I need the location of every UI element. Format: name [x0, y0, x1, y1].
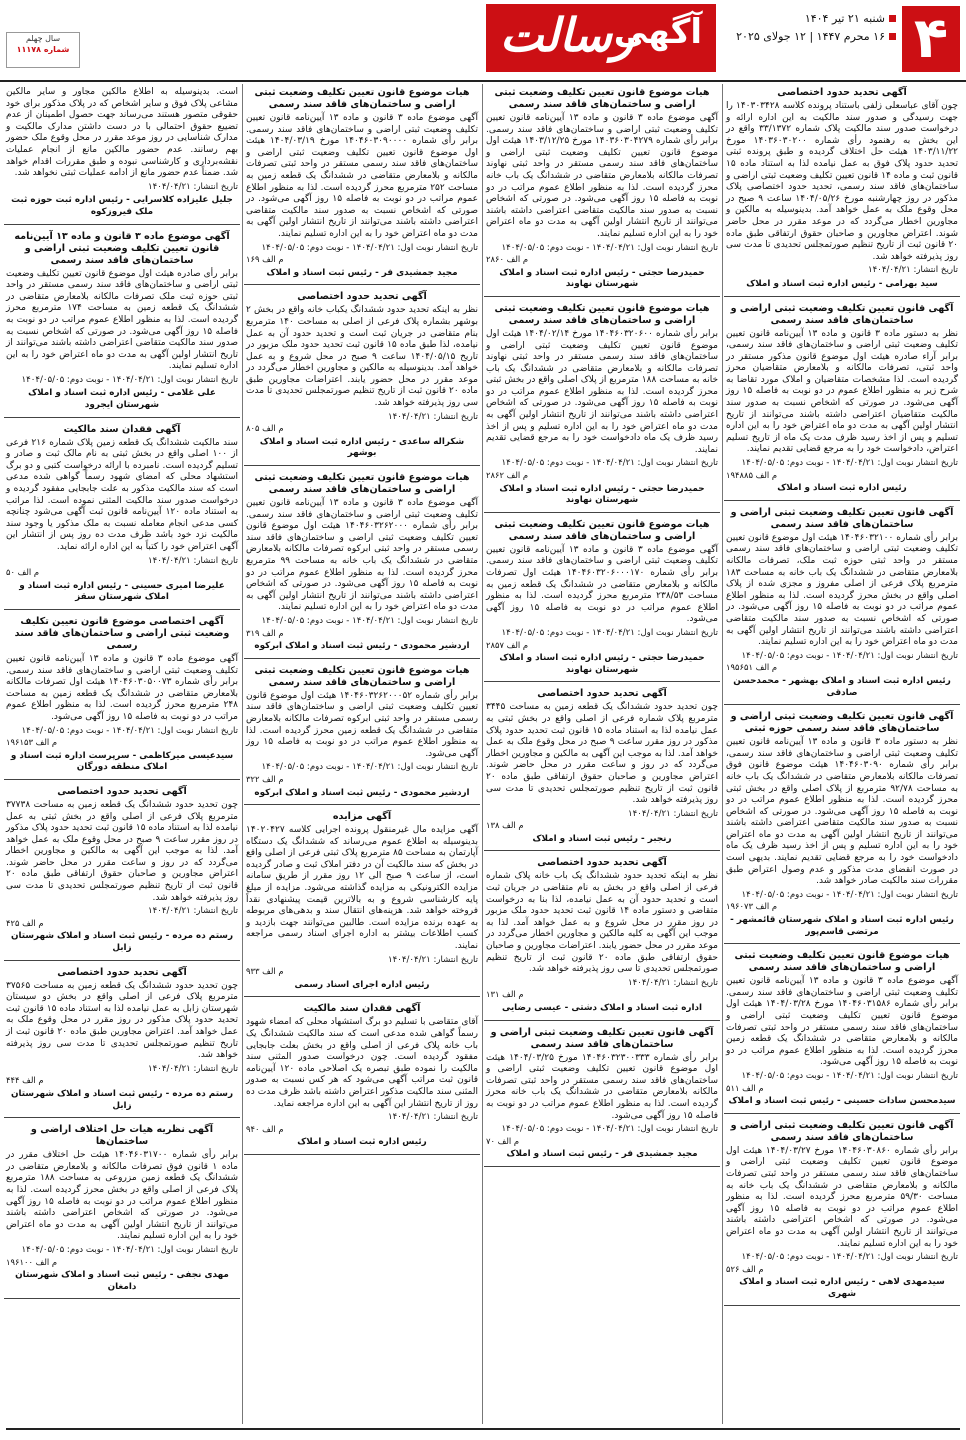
- notice-title: آگهی تحدید حدود اختصاصی: [297, 291, 427, 303]
- notice-body: آگهی مزایده مال غیرمنقول پرونده اجرایی کلاسه ۱۴۰۲۰۴۲۷ بدینوسیله به اطلاع عموم می‌رساند که ششدانگ یک دستگاه آپارتمان به مساحت ۸۵ مترمربع پلاک ثبتی فرعی از اصلی واقع در بخش که سند مالکیت آن در دفتر املاک ثبت و صادر گردیده است، از ساعت ۹ صبح الی ۱۲ روز مقرر از طریق سامانه مزایده الکترونیکی به مزایده گذاشته می‌شود. مزایده از مبلغ پایه کارشناسی شروع و به بالاترین قیمت پیشنهادی نقداً فروخته خواهد شد. هزینه‌های انتقال سند و بدهی‌های مربوطه به عهده برنده مزایده است. طالبین می‌توانند جهت بازدید و کسب اطلاعات بیشتر به اداره اجرای اسناد رسمی مراجعه نمایند.: [246, 825, 478, 952]
- notice-title: آگهی فقدان سند مالکیت: [63, 423, 181, 435]
- notice-body: برابر رأی شماره ۱۴۰۴۶۰۳۲۳۰۰۳۳۳ مورخ ۱۴۰۴/۰۳/۲۵ هیئت اول موضوع قانون تعیین تکلیف وضعیت ثبتی اراضی و ساختمان‌های فاقد سند رسمی مستقر در واحد ثبتی تصرفات مالکانه بلامعارض متقاضی در ششدانگ یک باب خانه محرز گردیده است. لذا به منظور اطلاع عموم مراتب در دو نوبت به فاصله ۱۵ روز آگهی می‌شود.: [486, 1052, 718, 1121]
- notice-reference: م الف ۱۳۸: [486, 820, 524, 831]
- notice-title: هیات موضوع قانون تعیین تکلیف وضعیت ثبتی اراضی و ساختمان‌های فاقد سند رسمی: [494, 302, 710, 326]
- legal-notice: [4, 1121, 240, 1299]
- legal-notice: [244, 808, 480, 997]
- notice-signature: حمیدرضا حجتی - رئیس اداره ثبت اسناد و املاک شهرستان نهاوند: [499, 483, 705, 506]
- legal-notice: [244, 84, 480, 285]
- notice-signature: اردشیر محمودی - رئیس ثبت اسناد و املاک ابرکوه: [254, 641, 470, 652]
- notice-title: هیات موضوع قانون تعیین تکلیف وضعیت ثبتی اراضی و ساختمان‌های فاقد سند رسمی: [494, 518, 710, 542]
- legal-notice: [4, 421, 240, 610]
- notice-signature: اداره ثبت اسناد و املاک دشتی - عیسی رضایی: [501, 1003, 703, 1013]
- notice-body: برابر رأی صادره هیئت اول موضوع قانون تعیین تکلیف وضعیت ثبتی اراضی و ساختمان‌های فاقد سند رسمی مستقر در واحد ثبتی حوزه ثبت ملک تصرفات مالکانه بلامعارض متقاضی در ششدانگ یک قطعه زمین به مساحت ۱۷۴ مترمربع محرز گردیده است. لذا به منظور اطلاع عموم مراتب در دو نوبت به فاصله ۱۵ روز آگهی می‌شود. در صورتی که اشخاص نسبت به صدور سند مالکیت متقاضی اعتراضی داشته باشند می‌توانند از تاریخ انتشار اولین آگهی به مدت دو ماه اعتراض خود را به این اداره تسلیم نمایند.: [6, 268, 238, 372]
- notice-signature: شکراله ساعدی - رئیس اداره ثبت اسناد و املاک بوشهر: [259, 436, 465, 459]
- notice-date: تاریخ انتشار: ۱۴۰۴/۰۴/۲۱: [628, 808, 718, 819]
- notice-signature: حمیدرضا حجتی - رئیس اداره ثبت اسناد و املاک شهرستان نهاوند: [499, 267, 705, 290]
- notice-reference: م الف ۵۲۶: [726, 1263, 764, 1274]
- notice-body: آگهی موضوع ماده ۳ قانون و ماده ۱۳ آیین‌نامه قانون تعیین تکلیف وضعیت ثبتی اراضی و ساختمان‌های فاقد سند رسمی. برابر رأی شماره ۱۴۰۴۶۰۳۰۹۰۰۰۰ مورخ ۱۴۰۴/۰۳/۱۹ هیئت اول موضوع قانون تعیین تکلیف وضعیت ثبتی اراضی و ساختمان‌های فاقد سند رسمی مستقر در واحد ثبتی تصرفات مالکانه و بلامعارض متقاضی در ششدانگ یک قطعه زمین به مساحت ۲۵۲ مترمربع محرز گردیده است. لذا به منظور اطلاع عموم مراتب در دو نوبت به فاصله ۱۵ روز آگهی می‌شود. در صورتی که اشخاص نسبت به صدور سند مالکیت متقاضی اعتراضی داشته باشند می‌توانند از تاریخ انتشار اولین آگهی به مدت دو ماه اعتراض خود را به این اداره تسلیم نمایند.: [246, 113, 479, 239]
- notice-title: آگهی تحدید حدود اختصاصی: [537, 688, 667, 700]
- notice-date: تاریخ انتشار: ۱۴۰۴/۰۴/۲۱: [628, 977, 718, 988]
- notice-title: آگهی اختصاصی موضوع قانون تعیین تکلیف وضعیت ثبتی اراضی و ساختمان‌های فاقد سند رسمی: [14, 615, 230, 651]
- notice-reference: م الف ۵۰: [6, 567, 40, 578]
- legal-notice: [484, 854, 720, 1020]
- notice-reference: م الف ۳۱۹: [246, 627, 284, 638]
- notice-signature: رنجبر - رئیس ثبت اسناد و املاک: [532, 833, 672, 844]
- legal-notice: [724, 504, 960, 705]
- notice-date: تاریخ انتشار: ۱۴۰۴/۰۴/۲۱: [148, 181, 238, 192]
- legal-notice: [484, 84, 720, 297]
- notice-title: هیات موضوع قانون تعیین تکلیف وضعیت ثبتی اراضی و ساختمان‌های فاقد سند رسمی: [254, 472, 470, 496]
- notice-body: چون آقای عباسعلی زلفی باستناد پرونده کلاسه ۱۴۰۳۰۳۴۲۸ را جهت رسیدگی و صدور سند مالکیت به این اداره ارائه و درخواست صدور سند مالکیت پلاک شماره ۳۳/۱۳۷۲ واقع در این بخش به رهنمود رأی شماره ۱۴۰۳۶۰۳۰۲۰۰ مورخ ۱۴۰۳/۱۱/۲۲ هیئت حل اختلاف گردیده و طبق پرونده ثبتی تحدید حدود پلاک فوق به عمل نیامده لذا به استناد ماده ۱۵ قانون ثبت و ماده ۱۴ قانون تعیین تکلیف وضعیت ثبتی اراضی و ساختمان‌های فاقد سند رسمی، تحدید حدود اختصاصی پلاک مذکور در روز چهارشنبه مورخ ۱۴۰۴/۰۵/۲۶ ساعت ۹ صبح در محل وقوع ملک به عمل خواهد آمد. بدینوسیله به مالکین و مجاورین اخطار می‌گردد که در موعد مقرر در محل حاضر شوند. اعتراض مجاورین و صاحبان حقوق ارتفاقی طبق ماده ۲۰ قانون ثبت از تاریخ تنظیم صورتمجلس تحدیدی تا مدت سی روز پذیرفته خواهد شد.: [726, 101, 959, 262]
- notice-title: آگهی موضوع ماده ۳ قانون و ماده ۱۳ آیین‌نامه قانون تعیین تکلیف وضعیت ثبتی اراضی و ساختمان‌های فاقد سند رسمی: [14, 230, 230, 266]
- legal-notice: [4, 964, 240, 1119]
- notice-title: آگهی قانون تعیین تکلیف وضعیت ثبتی اراضی و ساختمان‌های فاقد سند رسمی: [490, 1026, 714, 1050]
- legal-notice: [4, 84, 240, 225]
- column-1: [724, 84, 960, 1424]
- legal-notice: [724, 947, 960, 1114]
- notice-reference: م الف ۱۹۶۱۵۳: [6, 737, 58, 748]
- year-label: سال چهلم: [25, 34, 61, 43]
- notice-body: آگهی موضوع ماده ۳ قانون و ماده ۱۳ آیین‌نامه قانون تعیین تکلیف وضعیت ثبتی اراضی و ساختمان‌های فاقد سند رسمی. برابر رأی شماره ۱۴۰۴۶۰۳۰۵۰۰۷۳ هیئت اول تصرفات مالکانه بلامعارض متقاضی در ششدانگ یک قطعه زمین به مساحت ۲۴۸ مترمربع محرز گردیده است. لذا به منظور اطلاع عموم مراتب در دو نوبت به فاصله ۱۵ روز آگهی می‌شود.: [6, 653, 239, 722]
- notice-date: تاریخ انتشار: ۱۴۰۴/۰۴/۲۱: [868, 265, 958, 276]
- date-line-2: ۱۶ محرم ۱۴۴۷ | ۱۲ جولای ۲۰۲۵: [736, 28, 896, 46]
- notice-body: آگهی موضوع ماده ۳ قانون و ماده ۱۳ آیین‌نامه قانون تعیین تکلیف وضعیت ثبتی اراضی و ساختمان‌های فاقد سند رسمی. برابر رأی شماره ۱۴۰۳۶۰۳۰۴۲۷۹ مورخ ۱۴۰۳/۱۲/۲۵ هیئت اول موضوع قانون تعیین تکلیف وضعیت ثبتی اراضی و ساختمان‌های فاقد سند رسمی مستقر در واحد ثبتی نهاوند تصرفات مالکانه بلامعارض متقاضی در ششدانگ یک باب خانه محرز گردیده است. لذا به منظور اطلاع عموم مراتب در دو نوبت به فاصله ۱۵ روز آگهی می‌شود. در صورتی که اشخاص نسبت به صدور سند مالکیت متقاضی اعتراضی داشته باشند می‌توانند از تاریخ انتشار اولین آگهی به مدت دو ماه اعتراض خود را به این اداره تسلیم نمایند.: [486, 113, 719, 239]
- notice-title: آگهی قانون تعیین تکلیف وضعیت ثبتی اراضی و ساختمان‌های فاقد سند رسمی: [730, 1119, 954, 1143]
- notice-body: چون تحدید حدود ششدانگ یک قطعه زمین به مساحت ۳۴۴۵ مترمربع پلاک شماره فرعی از اصلی واقع در بخش ثبتی به عمل نیامده لذا به استناد ماده ۱۵ قانون ثبت تحدید حدود پلاک مذکور در روز مقرر ساعت ۹ صبح در محل وقوع ملک به عمل خواهد آمد. لذا به موجب این آگهی به مالکین و مجاورین اخطار می‌گردد که در روز و ساعت مقرر در محل حاضر شوند. اعتراض مجاورین و صاحبان حقوق ارتفاقی طبق ماده ۲۰ قانون ثبت از تاریخ تنظیم صورتمجلس تحدیدی تا مدت سی روز پذیرفته خواهد شد.: [486, 702, 718, 806]
- notice-signature: رئیس اداره ثبت اسناد و املاک بهشهر - محمدحسن صادقی: [733, 675, 951, 698]
- notice-title: آگهی تحدید حدود اختصاصی: [57, 966, 187, 978]
- notice-signature: مجید جمشیدی فر - رئیس ثبت اسناد و املاک: [506, 1149, 698, 1160]
- column-divider: [482, 84, 483, 1424]
- notice-date: تاریخ انتشار نوبت اول: ۱۴۰۴/۰۴/۲۱ - نوبت دوم: ۱۴۰۴/۰۵/۰۵: [261, 615, 478, 626]
- legal-notice: [484, 1024, 720, 1167]
- footer-rule: [6, 1428, 960, 1430]
- notice-title: هیات موضوع قانون تعیین تکلیف وضعیت ثبتی اراضی و ساختمان‌های فاقد سند رسمی: [254, 664, 470, 688]
- notice-date: تاریخ انتشار نوبت اول: ۱۴۰۴/۰۴/۲۱ - نوبت دوم: ۱۴۰۴/۰۵/۰۵: [261, 762, 478, 773]
- issue-box: [6, 32, 80, 68]
- notice-title: هیات موضوع قانون تعیین تکلیف وضعیت ثبتی اراضی و ساختمان‌های فاقد سند رسمی: [254, 87, 470, 110]
- notice-date: تاریخ انتشار: ۱۴۰۴/۰۴/۲۱: [148, 555, 238, 566]
- notice-title: آگهی قانون تعیین تکلیف وضعیت ثبتی اراضی و ساختمان‌های فاقد سند رسمی: [730, 506, 954, 530]
- notice-reference: م الف ۲۸۶۰: [486, 254, 529, 265]
- notice-signature: رئیس اداره ثبت اسناد و املاک: [297, 1137, 427, 1148]
- notice-body: چون تحدید حدود ششدانگ یک قطعه زمین به مساحت ۳۷۷۳۸ مترمربع پلاک فرعی از اصلی واقع در بخش ثبتی به عمل نیامده لذا به استناد ماده ۱۵ قانون ثبت تحدید حدود پلاک مذکور در روز مقرر ساعت ۹ صبح در محل وقوع ملک به عمل خواهد آمد. لذا به موجب این آگهی به مالکین و مجاورین اخطار می‌گردد که در روز و ساعت مقرر در محل حاضر شوند. اعتراض مجاورین و صاحبان حقوق ارتفاقی طبق ماده ۲۰ قانون ثبت از تاریخ تنظیم صورتمجلس تحدیدی تا مدت سی روز پذیرفته خواهد شد.: [6, 799, 239, 903]
- notice-body: نظر به دستور ماده ۳ قانون و ماده ۱۳ آیین‌نامه قانون تعیین تکلیف وضعیت ثبتی اراضی و ساختمان‌های فاقد سند رسمی، برابر رأی شماره ۱۴۰۴۶۰۳۰۹۰ هیئت موضوع قانون فوق تصرفات مالکانه بلامعارض متقاضی در ششدانگ یک باب خانه به مساحت ۹۲/۷۸ مترمربع از پلاک اصلی واقع در بخش ثبتی محرز گردیده است. لذا به منظور اطلاع عموم مراتب در دو نوبت به فاصله ۱۵ روز آگهی می‌شود. در صورتی که اشخاص نسبت به صدور سند مالکیت متقاضی اعتراضی داشته باشند می‌توانند از تاریخ انتشار اولین آگهی به مدت دو ماه اعتراض خود را به این اداره تسلیم و پس از اخذ رسید ظرف یک ماه دادخواست خود را به مرجع قضایی تقدیم نمایند. بدیهی است در صورت انقضای مدت مذکور و عدم وصول اعتراض طبق مقررات سند مالکیت صادر خواهد شد.: [726, 737, 959, 887]
- notice-title: آگهی قانون تعیین تکلیف وضعیت ثبتی اراضی و ساختمان‌های فاقد سند رسمی حوزه ثبتی: [730, 711, 954, 735]
- legal-notice: [244, 1000, 480, 1155]
- notice-date: تاریخ انتشار: ۱۴۰۴/۰۴/۲۱: [388, 954, 478, 965]
- notice-body: نظر به اینکه تحدید حدود ششدانگ یک باب خانه پلاک شماره فرعی از اصلی واقع در بخش به نام متقاضی در جریان ثبت است و تحدید حدود آن به عمل نیامده، لذا بنا به درخواست متقاضی و دستور ماده ۱۴ قانون ثبت تحدید حدود ملک مزبور در روز مقرر در محل شروع و به عمل خواهد آمد. لذا به موجب این آگهی به کلیه مالکین و مجاورین اخطار می‌گردد در موعد مقرر در محل حضور یابند. اعتراضات مجاورین و صاحبان حقوق ارتفاقی طبق ماده ۲۰ قانون ثبت از تاریخ تنظیم صورتمجلس تحدیدی تا سی روز پذیرفته خواهد شد.: [486, 871, 718, 975]
- notice-date: تاریخ انتشار نوبت اول: ۱۴۰۴/۰۴/۲۱ - نوبت دوم: ۱۴۰۴/۰۵/۰۵: [21, 725, 238, 736]
- notice-body: نظر به دستور ماده ۳ قانون و ماده ۱۳ آیین‌نامه قانون تعیین تکلیف وضعیت ثبتی اراضی و ساختمان‌های فاقد سند رسمی، برابر آراء صادره هیئت اول موضوع قانون مذکور مستقر در واحد ثبتی، تصرفات مالکانه و بلامعارض متقاضیان محرز گردیده است. لذا مشخصات متقاضیان و املاک مورد تقاضا به شرح زیر به منظور اطلاع عموم در دو نوبت به فاصله ۱۵ روز آگهی می‌شود. در صورتی که اشخاص نسبت به صدور سند مالکیت متقاضیان اعتراضی داشته باشند می‌توانند از تاریخ انتشار اولین آگهی به مدت دو ماه اعتراض خود را به این اداره تسلیم و پس از اخذ رسید ظرف مدت یک ماه از تاریخ تسلیم اعتراض، دادخواست خود را به مرجع قضایی تقدیم نمایند.: [726, 328, 958, 455]
- notice-signature: علیرضا امیری حسینی - رئیس اداره ثبت اسناد و املاک شهرستان سقز: [19, 580, 225, 603]
- notice-reference: م الف ۹۴۰: [246, 1123, 284, 1134]
- column-2: [484, 84, 720, 1424]
- notice-title: آگهی تحدید حدود اختصاصی: [537, 857, 667, 869]
- notice-body: برابر رأی شماره ۱۴۰۴۶۰۳۱۷۰۰ هیئت حل اختلاف مقرر در ماده ۱ قانون فوق تصرفات مالکانه و بلامعارض متقاضی در ششدانگ یک قطعه زمین مزروعی به مساحت ۱۸۸ مترمربع پلاک فرعی از اصلی واقع در بخش محرز گردیده است. لذا به منظور اطلاع عموم مراتب در دو نوبت به فاصله ۱۵ روز آگهی می‌شود. در صورتی که اشخاص اعتراضی داشته باشند می‌توانند از تاریخ انتشار اولین آگهی به مدت دو ماه اعتراض خود را به این اداره تسلیم نمایند.: [6, 1150, 239, 1242]
- notice-signature: سیدعیسی میرکاظمی - سرپرست اداره ثبت اسناد و املاک منطقه دورگان: [10, 750, 234, 773]
- notice-reference: م الف ۳۲۲: [246, 773, 284, 784]
- notice-title: آگهی تحدید حدود اختصاصی: [777, 87, 907, 98]
- notice-title: هیات موضوع قانون تعیین تکلیف وضعیت ثبتی اراضی و ساختمان‌های فاقد سند رسمی: [734, 950, 950, 974]
- notice-date: تاریخ انتشار نوبت اول: ۱۴۰۴/۰۴/۲۱ - نوبت دوم: ۱۴۰۴/۰۵/۰۵: [741, 1070, 958, 1081]
- notice-signature: رستم ده مرده - رئیس ثبت اسناد و املاک شهرستان زابل: [10, 931, 234, 954]
- issue-label: شماره ۱۱۱۷۸: [16, 45, 70, 54]
- notice-reference: م الف ۴۲۵: [6, 917, 44, 928]
- legal-notice: [724, 708, 960, 944]
- notice-date: تاریخ انتشار: ۱۴۰۴/۰۴/۲۱: [148, 1063, 238, 1074]
- notice-title: آگهی تحدید حدود اختصاصی: [57, 785, 187, 797]
- notice-title: آگهی فقدان سند مالکیت: [303, 1003, 421, 1015]
- notice-body: برابر رأی شماره ۱۴۰۴۶۰۳۲۶۲۰۰۰۵۲ هیئت اول موضوع قانون تعیین تکلیف وضعیت ثبتی اراضی و ساختمان‌های فاقد سند رسمی مستقر در واحد ثبتی ابرکوه تصرفات مالکانه بلامعارض متقاضی در ششدانگ یک قطعه زمین محرز گردیده است. لذا به منظور اطلاع عموم مراتب در دو نوبت به فاصله ۱۵ روز آگهی می‌شود.: [246, 690, 478, 759]
- section-title: آگهی: [613, 12, 702, 52]
- notice-reference: م الف ۲۸۵۷: [486, 639, 529, 650]
- legal-notice: [484, 685, 720, 851]
- column-divider: [722, 84, 723, 1424]
- legal-notice: [4, 613, 240, 780]
- legal-notice: [244, 469, 480, 659]
- notice-date: تاریخ انتشار نوبت اول: ۱۴۰۴/۰۴/۲۱ - نوبت دوم: ۱۴۰۴/۰۵/۰۵: [741, 458, 958, 469]
- notice-body: است. بدینوسیله به اطلاع مالکین مجاور و سایر مالکین مشاعی پلاک فوق و سایر اشخاص که در پلاک مذکور برای خود حقوقی متصور هستند می‌رساند جهت حصول اطمینان از عدم تضییع حقوق احتمالی با در دست داشتن مدارک مالکیت و مدارک شناسایی در روز موعد مقرر در محل وقوع ملک حضور بهم رسانند. عدم حضور مالکین مانع از انجام عملیات نقشه‌برداری و کارشناسی نبوده و طبق مقررات اقدام خواهد شد. ضمناً عدم حضور مانع از ادامه عملیات ثبتی نخواهد شد.: [6, 87, 238, 179]
- legal-notice: [724, 300, 960, 501]
- notice-body: آقای متقاضی با تسلیم دو برگ استشهاد محلی که امضاء شهود رسماً گواهی شده مدعی است که سند مالکیت ششدانگ یک باب خانه پلاک فرعی از اصلی واقع در بخش بعلت جابجایی مفقود گردیده است. چون درخواست صدور المثنی سند مالکیت را نموده طبق تبصره یک اصلاحی ماده ۱۲۰ آیین‌نامه قانون ثبت مراتب آگهی می‌شود که هر کس نسبت به صدور المثنی سند مالکیت مذکور اعتراض داشته باشد ظرف مدت ده روز از تاریخ انتشار این آگهی به این اداره مراجعه نماید.: [246, 1017, 478, 1109]
- masthead: [486, 4, 716, 72]
- notice-reference: م الف ۱۶۹: [246, 254, 284, 265]
- legal-notice: [4, 783, 240, 961]
- notice-reference: م الف ۲۸۶۲: [486, 470, 529, 481]
- notice-reference: م الف ۴۴۴: [6, 1075, 44, 1086]
- notice-signature: رستم ده مرده - رئیس ثبت اسناد و املاک شهرستان زابل: [10, 1088, 234, 1111]
- notice-signature: جلیل علیزاده کلاسرایی - رئیس اداره ثبت حوزه ثبت ملک فیروزکوه: [11, 195, 233, 217]
- notice-date: تاریخ انتشار: ۱۴۰۴/۰۴/۲۱: [148, 906, 238, 917]
- page-number: ۴: [902, 6, 960, 72]
- notice-title: هیات موضوع قانون تعیین تکلیف وضعیت ثبتی اراضی و ساختمان‌های فاقد سند رسمی: [494, 87, 710, 110]
- notice-title: آگهی قانون تعیین تکلیف وضعیت ثبتی اراضی و ساختمان‌های فاقد سند رسمی: [730, 302, 954, 326]
- legal-notice: [244, 662, 480, 805]
- legal-notice: [724, 1117, 960, 1307]
- notice-reference: م الف ۷۰: [486, 1135, 520, 1146]
- column-3: [244, 84, 480, 1424]
- notice-reference: م الف ۱۹۶۰۷۳: [726, 901, 778, 912]
- notice-reference: م الف ۱۹۴۸۸۵: [726, 469, 778, 480]
- notice-body: نظر به اینکه تحدید حدود ششدانگ یکباب خانه واقع در بخش ۲ بوشهر بشماره پلاک فرعی از اصلی به مساحت ۱۴۰ مترمربع بنام متقاضی در جریان ثبت است و تحدید حدود آن به عمل نیامده، لذا طبق ماده ۱۵ قانون ثبت تحدید حدود ملک مزبور در تاریخ ۱۴۰۴/۰۵/۱۵ ساعت ۹ صبح در محل شروع و به عمل خواهد آمد. بدینوسیله به مالکین و مجاورین اخطار می‌گردد در موعد مقرر در محل حضور یابند. اعتراضات مجاورین طبق ماده ۲۰ قانون ثبت از تاریخ تنظیم صورتمجلس تحدیدی تا مدت سی روز پذیرفته خواهد شد.: [246, 305, 478, 409]
- notice-signature: سیدمحسن سادات حسینی - رئیس ثبت اسناد و املاک: [728, 1096, 956, 1107]
- legal-notice: [484, 300, 720, 513]
- notice-date: تاریخ انتشار نوبت اول: ۱۴۰۴/۰۴/۲۱ - نوبت دوم: ۱۴۰۴/۰۵/۰۵: [501, 627, 718, 638]
- notice-date: تاریخ انتشار: ۱۴۰۴/۰۴/۲۱: [388, 1112, 478, 1123]
- notice-date: تاریخ انتشار: ۱۴۰۴/۰۴/۲۱: [388, 411, 478, 422]
- notice-reference: م الف ۱۹۵۶۵۱: [726, 662, 778, 673]
- notice-date: تاریخ انتشار نوبت اول: ۱۴۰۴/۰۴/۲۱ - نوبت دوم: ۱۴۰۴/۰۵/۰۵: [501, 458, 718, 469]
- notice-date: تاریخ انتشار نوبت اول: ۱۴۰۴/۰۴/۲۱ - نوبت دوم: ۱۴۰۴/۰۵/۰۵: [501, 1124, 718, 1135]
- notice-signature: حمیدرضا حجتی - رئیس اداره ثبت اسناد و املاک شهرستان نهاوند: [499, 653, 705, 675]
- notice-signature: سیدمهدی لاهی - رئیس اداره ثبت اسناد و املاک شهری: [739, 1277, 945, 1299]
- date-block: [736, 10, 896, 46]
- date-line-1: شنبه ۲۱ تیر ۱۴۰۴: [736, 10, 896, 28]
- notice-reference: م الف ۹۳۳: [246, 966, 284, 977]
- notice-date: تاریخ انتشار نوبت اول: ۱۴۰۴/۰۴/۲۱ - نوبت دوم: ۱۴۰۴/۰۵/۰۵: [741, 1252, 958, 1263]
- square-bullet-icon: [889, 15, 896, 22]
- notice-body: برابر رأی شماره ۱۴۰۴۶۰۳۲۱۰۰ هیئت اول موضوع قانون تعیین تکلیف وضعیت ثبتی اراضی و ساختمان‌های فاقد سند رسمی مستقر در واحد ثبتی حوزه ثبت ملک، تصرفات مالکانه بلامعارض متقاضی در ششدانگ یک باب خانه به مساحت ۱۸۳ مترمربع پلاک فرعی از اصلی مفروز و مجزی شده از پلاک اصلی واقع در بخش محرز گردیده است. لذا به منظور اطلاع عموم مراتب در دو نوبت به فاصله ۱۵ روز آگهی می‌شود. در صورتی که اشخاص نسبت به صدور سند مالکیت متقاضی اعتراضی داشته باشند می‌توانند از تاریخ انتشار اولین آگهی به مدت دو ماه اعتراض خود را به این اداره تسلیم نمایند.: [726, 532, 959, 648]
- notice-date: تاریخ انتشار نوبت اول: ۱۴۰۴/۰۴/۲۱ - نوبت دوم: ۱۴۰۴/۰۵/۰۵: [741, 889, 958, 900]
- notice-signature: مجید جمشیدی فر - رئیس ثبت اسناد و املاک: [266, 267, 458, 278]
- notice-body: آگهی موضوع ماده ۳ قانون و ماده ۱۳ آیین‌نامه قانون تعیین تکلیف وضعیت ثبتی اراضی و ساختمان‌های فاقد سند رسمی. برابر رأی شماره ۱۴۰۴۶۰۳۲۰۶۰۰۰۱۷۰ هیئت اول تصرفات مالکانه و بلامعارض متقاضی در ششدانگ یک قطعه زمین به مساحت ۲۳۸/۵۳ مترمربع محرز گردیده است. لذا به منظور اطلاع عموم مراتب در دو نوبت به فاصله ۱۵ روز آگهی می‌شود.: [486, 544, 719, 625]
- notice-signature: اردشیر محمودی - رئیس ثبت اسناد و املاک ابرکوه: [254, 787, 470, 798]
- notice-body: چون تحدید حدود ششدانگ یک قطعه زمین به مساحت ۳۷۵۶۵ مترمربع پلاک فرعی از اصلی واقع در بخش دو سیستان شهرستان زابل به عمل نیامده لذا به استناد ماده ۱۵ قانون ثبت تحدید حدود پلاک مذکور در روز مقرر در محل وقوع ملک به عمل خواهد آمد. اعتراض مجاورین طبق ماده ۲۰ قانون ثبت از تاریخ تنظیم صورتمجلس تحدیدی تا مدت سی روز پذیرفته خواهد شد.: [6, 980, 239, 1061]
- legal-notice: [4, 228, 240, 418]
- legal-notice: [244, 288, 480, 466]
- notice-signature: سید بهرامی - رئیس اداره ثبت اسناد و املاک: [746, 278, 938, 289]
- notice-reference: م الف ۱۳۱: [486, 989, 524, 1000]
- notice-reference: م الف ۱۹۶۱۰۰: [6, 1256, 58, 1267]
- notice-signature: رئیس اداره اجرای اسناد رسمی: [294, 979, 430, 990]
- notice-reference: م الف ۵۱۱: [726, 1082, 764, 1093]
- notice-body: سند مالکیت ششدانگ یک قطعه زمین پلاک شماره ۲۱۶ فرعی از ۱۰۰ اصلی واقع در بخش ثبتی به نام مالک ثبت و صادر و تسلیم گردیده است. نامبرده با ارائه درخواست کتبی و دو برگ استشهاد محلی که امضای شهود رسماً گواهی شده مدعی است که سند مالکیت مذکور به علت جابجایی مفقود گردیده و درخواست صدور سند مالکیت المثنی نموده است. لذا مراتب به استناد ماده ۱۲۰ آیین‌نامه قانون ثبت آگهی می‌شود چنانچه کسی مدعی انجام معامله نسبت به ملک مذکور یا وجود سند مالکیت نزد خود باشد ظرف مدت ده روز پس از انتشار این آگهی اعتراض خود را کتباً به این اداره ارائه نماید.: [6, 437, 238, 552]
- notice-body: برابر رأی شماره ۱۴۰۴۶۰۳۲۰۶۰۰ مورخ ۱۴۰۴/۰۲/۱۴ هیئت اول موضوع قانون تعیین تکلیف وضعیت ثبتی اراضی و ساختمان‌های فاقد سند رسمی مستقر در واحد ثبتی نهاوند تصرفات مالکانه و بلامعارض متقاضی در ششدانگ یک باب خانه به مساحت ۱۸۸ مترمربع از پلاک اصلی واقع در بخش ثبتی محرز گردیده است. لذا به منظور اطلاع عموم مراتب در دو نوبت به فاصله ۱۵ روز آگهی می‌شود. در صورتی که اشخاص اعتراضی داشته باشند می‌توانند از تاریخ انتشار اولین آگهی به مدت دو ماه اعتراض خود را به این اداره تسلیم و پس از اخذ رسید ظرف یک ماه دادخواست خود را به مرجع قضایی تقدیم نمایند.: [486, 328, 719, 455]
- notice-body: آگهی موضوع ماده ۳ قانون و ماده ۱۳ آیین‌نامه قانون تعیین تکلیف وضعیت ثبتی اراضی و ساختمان‌های فاقد سند رسمی. برابر رأی شماره ۱۴۰۴۶۰۳۱۵۸۶ مورخ ۱۴۰۴/۰۳/۲۸ هیئت اول موضوع قانون تعیین تکلیف وضعیت ثبتی اراضی و ساختمان‌های فاقد سند رسمی مستقر در واحد ثبتی تصرفات مالکانه و بلامعارض متقاضی در ششدانگ یک قطعه زمین محرز گردیده است. لذا به منظور اطلاع عموم مراتب در دو نوبت به فاصله ۱۵ روز آگهی می‌شود.: [726, 976, 959, 1068]
- notice-date: تاریخ انتشار نوبت اول: ۱۴۰۴/۰۴/۲۱ - نوبت دوم: ۱۴۰۴/۰۵/۰۵: [21, 1244, 238, 1255]
- column-4: [4, 84, 240, 1424]
- notice-reference: م الف ۸۰۵: [246, 423, 284, 434]
- notice-date: تاریخ انتشار نوبت اول: ۱۴۰۴/۰۴/۲۱ - نوبت دوم: ۱۴۰۴/۰۵/۰۵: [501, 242, 718, 253]
- notice-body: آگهی موضوع ماده ۳ قانون و ماده ۱۳ آیین‌نامه قانون تعیین تکلیف وضعیت ثبتی اراضی و ساختمان‌های فاقد سند رسمی. برابر رأی شماره ۱۴۰۴۶۰۳۲۶۲۰۰۰ هیئت اول موضوع قانون تعیین تکلیف وضعیت ثبتی اراضی و ساختمان‌های فاقد سند رسمی مستقر در واحد ثبتی ابرکوه تصرفات مالکانه بلامعارض متقاضی در ششدانگ یک باب خانه به مساحت ۹۹ مترمربع محرز گردیده است. لذا به منظور اطلاع عموم مراتب در دو نوبت به فاصله ۱۵ روز آگهی می‌شود. در صورتی که اشخاص اعتراضی داشته باشند می‌توانند از تاریخ انتشار اولین آگهی به مدت دو ماه اعتراض خود را به این اداره تسلیم نمایند.: [246, 498, 479, 613]
- notice-signature: مهدی نجفی - رئیس ثبت اسناد و املاک شهرستان دامغان: [15, 1270, 229, 1292]
- page-header: [0, 0, 966, 82]
- notice-signature: علی غلامی - رئیس اداره ثبت اسناد و املاک شهرستان ایجرود: [28, 388, 216, 411]
- notice-date: تاریخ انتشار نوبت اول: ۱۴۰۴/۰۴/۲۱ - نوبت دوم: ۱۴۰۴/۰۵/۰۵: [21, 374, 238, 385]
- notice-title: آگهی نظریه هیات حل اختلاف اراضی و ساختمان‌ها: [30, 1124, 214, 1148]
- notice-title: آگهی مزایده: [332, 811, 392, 823]
- notice-date: تاریخ انتشار نوبت اول: ۱۴۰۴/۰۴/۲۱ - نوبت دوم: ۱۴۰۴/۰۵/۰۵: [261, 242, 478, 253]
- square-bullet-icon: [889, 33, 896, 40]
- legal-notice: [724, 84, 960, 297]
- notice-date: تاریخ انتشار نوبت اول: ۱۴۰۴/۰۴/۲۱ - نوبت دوم: ۱۴۰۴/۰۵/۰۵: [741, 650, 958, 661]
- notice-signature: رئیس اداره ثبت اسناد و املاک: [777, 483, 907, 494]
- notice-body: برابر رأی شماره ۱۴۰۴۶۰۳۰۸۶۰ مورخ ۱۴۰۴/۰۳/۲۷ هیئت اول موضوع قانون تعیین تکلیف وضعیت ثبتی اراضی و ساختمان‌های فاقد سند رسمی مستقر در واحد ثبتی تصرفات مالکانه و بلامعارض متقاضی در ششدانگ یک باب خانه به مساحت ۵۹/۳۰ مترمربع محرز گردیده است. لذا به منظور اطلاع عموم مراتب در دو نوبت به فاصله ۱۵ روز آگهی می‌شود. در صورتی که اشخاص اعتراضی داشته باشند می‌توانند از تاریخ انتشار اولین آگهی به مدت دو ماه اعتراض خود را به این اداره تسلیم نمایند.: [726, 1145, 958, 1249]
- legal-notice: [484, 516, 720, 683]
- column-divider: [242, 84, 243, 1424]
- notice-signature: رئیس اداره ثبت اسناد و املاک شهرستان قائمشهر - مرتضی قاسم‌پور: [730, 915, 954, 937]
- newspaper-logo: رسالت: [500, 8, 634, 62]
